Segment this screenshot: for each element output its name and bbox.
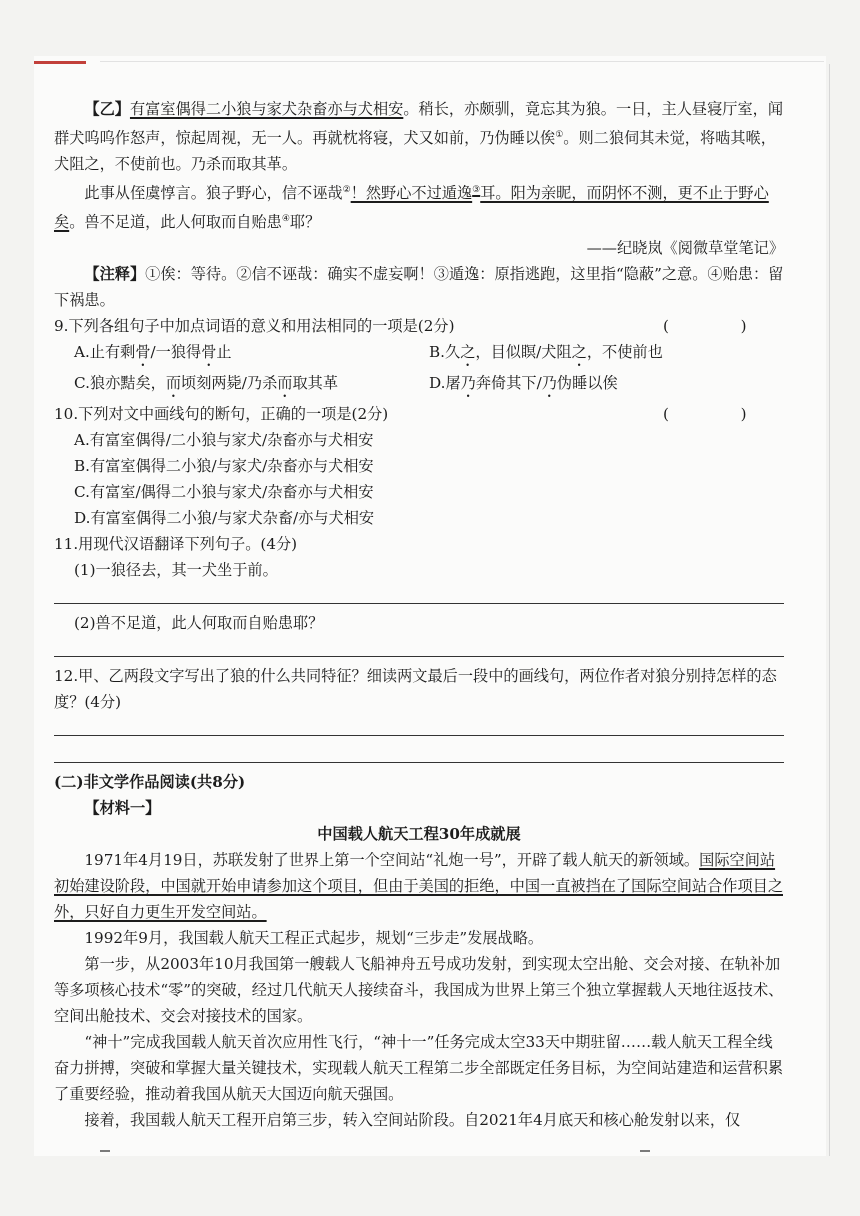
question-stem: 11.用现代汉语翻译下列句子。(4分) — [54, 535, 298, 554]
question-10 — [54, 401, 784, 427]
red-margin-mark — [34, 61, 86, 64]
footnote-marker: ④ — [281, 214, 290, 225]
underlined-sentence: 国际空间站初始建设阶段，中国就开始申请参加这个项目，但由于美国的拒绝，中国一直被挡在了国际空间站合作项目之外，只好自力更生开发空间站。 — [54, 851, 783, 922]
option-c[interactable]: C.狼亦黠矣，而顷刻两毙/乃杀而取其革 — [74, 374, 339, 393]
q11-sentence-1: (1)一狼径去，其一犬坐于前。 — [74, 561, 278, 580]
passage-b-paragraph-2 — [54, 177, 784, 235]
passage-text: 耶？ — [289, 213, 321, 232]
underlined-sentence: ！然野心不过遁逸 — [350, 184, 473, 203]
question-stem: 10.下列对文中画线句的断句，正确的一项是(2分) — [54, 405, 389, 424]
answer-bracket[interactable]: ( ) — [663, 405, 780, 424]
answer-line[interactable] — [54, 742, 784, 763]
material-title: 中国载人航天工程30年成就展 — [317, 825, 521, 844]
material-label: 【材料一】 — [84, 799, 161, 818]
material-paragraph-2: 1992年9月，我国载人航天工程正式起步，规划“三步走”发展战略。 — [84, 929, 544, 948]
option-a[interactable]: A.止有剩骨/一狼得骨止 — [74, 343, 232, 362]
option-a[interactable]: A.有富室偶得/二小狼与家犬/杂畜亦与犬相安 — [74, 431, 374, 450]
passage-label: 【乙】 — [84, 100, 130, 118]
footnote-marker: ③ — [472, 185, 481, 196]
question-11 — [54, 531, 784, 557]
passage-text: 。则二狼伺其未觉，将啮其喉，犬阻之，不使前也。乃杀而取其革。 — [54, 129, 776, 174]
footnote-marker: ① — [555, 130, 564, 140]
answer-line[interactable] — [54, 583, 784, 604]
answer-bracket[interactable]: ( ) — [663, 317, 780, 336]
q11-sentence-2: (2)兽不足道，此人何取而自贻患耶？ — [74, 614, 324, 633]
page-content — [54, 96, 784, 1133]
material-paragraph-1 — [54, 847, 784, 925]
underlined-sentence: 耳。阳为亲昵，而阴怀不测，更不止于野心矣 — [54, 184, 769, 232]
paragraph-text: 1971年4月19日，苏联发射了世界上第一个空间站“礼炮一号”，开辟了载人航天的新领域。 — [84, 851, 700, 870]
answer-line[interactable] — [54, 636, 784, 657]
footnote-marker: ② — [342, 185, 351, 196]
passage-text: 此事从侄虞惇言。狼子野心，信不诬哉 — [84, 184, 343, 203]
footer-mark — [640, 1150, 650, 1152]
question-9-options — [54, 339, 784, 401]
question-10-options — [54, 427, 784, 531]
answer-line[interactable] — [54, 715, 784, 736]
passage-notes — [54, 261, 784, 313]
top-rule — [100, 61, 824, 62]
question-stem: 9.下列各组句子中加点词语的意义和用法相同的一项是(2分) — [54, 317, 455, 336]
material-paragraph-5: 接着，我国载人航天工程开启第三步，转入空间站阶段。自2021年4月底天和核心舱发射以来，仅 — [84, 1111, 741, 1130]
option-d[interactable]: D.有富室偶得二小狼/与家犬杂畜/亦与犬相安 — [74, 509, 375, 528]
option-b[interactable]: B.久之，目似瞑/犬阻之，不使前也 — [429, 343, 663, 362]
passage-source: ——纪晓岚《阅微草堂笔记》 — [586, 239, 784, 258]
passage-text: 。兽不足道，此人何取而自贻患 — [69, 213, 282, 232]
passage-b-paragraph-1 — [54, 96, 784, 177]
option-b[interactable]: B.有富室偶得二小狼/与家犬/杂畜亦与犬相安 — [74, 457, 374, 476]
section-heading: (二)非文学作品阅读(共8分) — [54, 773, 246, 792]
underlined-sentence: 有富室偶得二小狼与家犬杂畜亦与犬相安 — [129, 100, 404, 118]
option-d[interactable]: D.屠乃奔倚其下/乃伪睡以俟 — [429, 374, 618, 393]
question-12 — [54, 663, 784, 715]
notes-text: ①俟：等待。②信不诬哉：确实不虚妄啊！③遁逸：原指逃跑，这里指“隐蔽”之意。④贻患：留下祸患。 — [54, 265, 784, 310]
question-stem: 12.甲、乙两段文字写出了狼的什么共同特征？细读两文最后一段中的画线句，两位作者对狼分别持怎样的态度？(4分) — [54, 667, 777, 712]
material-paragraph-4: “神十”完成我国载人航天首次应用性飞行，“神十一”任务完成太空33天中期驻留……载人航天工程全线奋力拼搏，突破和掌握大量关键技术，实现载人航天工程第二步全部既定任务目标，为空间站建造和运营积累了重要经验，推动着我国从航天大国迈向航天强国。 — [54, 1033, 783, 1104]
page-edge — [829, 64, 830, 1156]
footer-mark — [100, 1150, 110, 1152]
question-9 — [54, 313, 784, 339]
passage-text: 。稍长，亦颇驯，竟忘其为狼。一日，主人昼寝厅室，闻群犬呜呜作怒声，惊起周视，无一人。再就枕将寝，犬又如前，乃伪睡以俟 — [54, 100, 784, 148]
notes-label: 【注释】 — [84, 265, 146, 284]
material-paragraph-3: 第一步，从2003年10月我国第一艘载人飞船神舟五号成功发射，到实现太空出舱、交会对接、在轨补加等多项核心技术“零”的突破，经过几代航天人接续奋斗，我国成为世界上第三个独立掌握载人天地往返技术、空间出舱技术、交会对接技术的国家。 — [54, 955, 784, 1026]
option-c[interactable]: C.有富室/偶得二小狼与家犬/杂畜亦与犬相安 — [74, 483, 374, 502]
